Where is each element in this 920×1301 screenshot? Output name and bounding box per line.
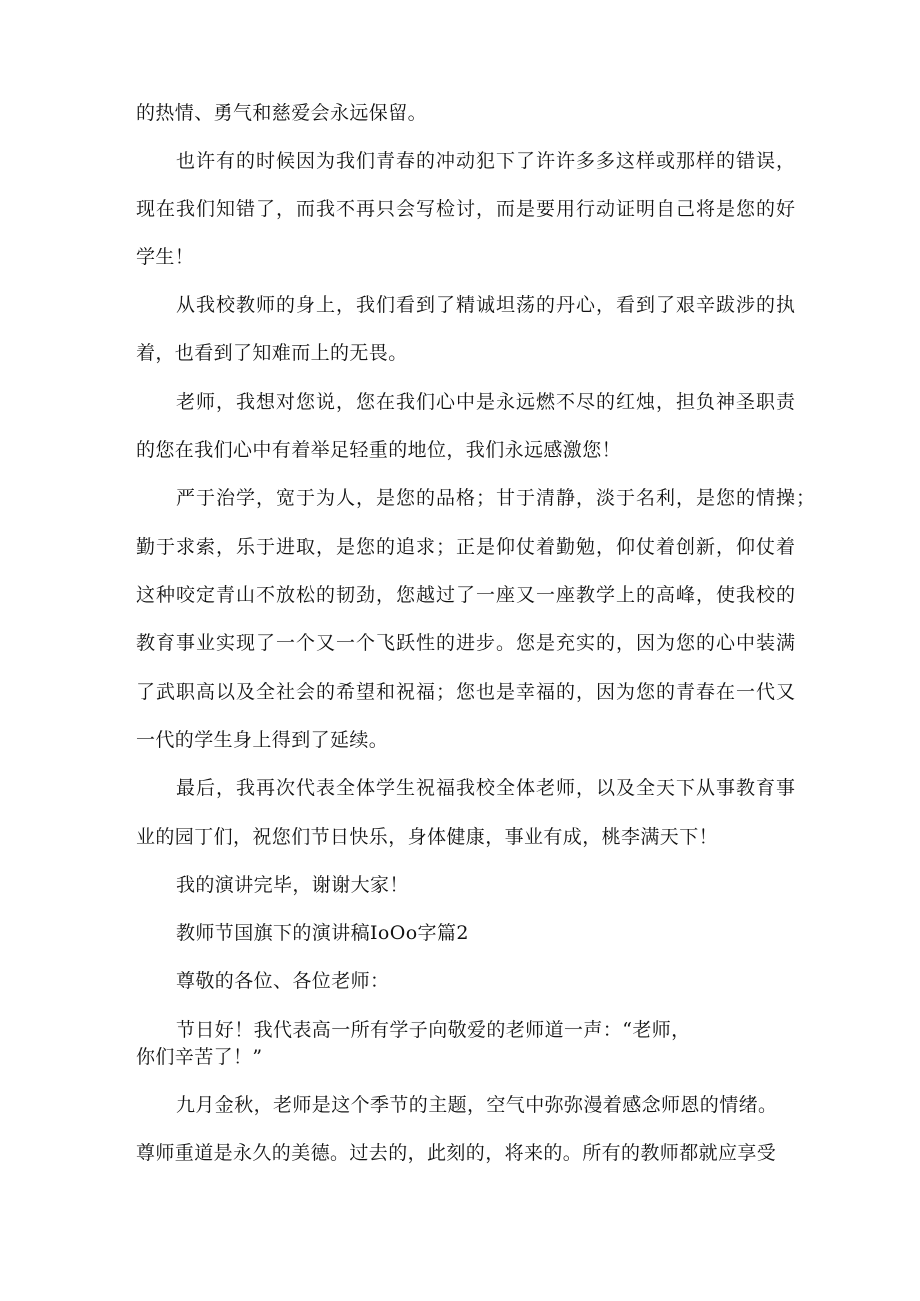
paragraph-line: 的您在我们心中有着举足轻重的地位，我们永远感激您！ (136, 439, 622, 461)
paragraph-line: 了武职高以及全社会的希望和祝福；您也是幸福的，因为您的青春在一代又 (136, 681, 797, 703)
section-heading: 教师节国旗下的演讲稿IoOo字篇2 (176, 922, 469, 944)
paragraph-line: 你们辛苦了！” (136, 1046, 263, 1068)
paragraph-line: 严于治学，宽于为人，是您的品格；甘于清静，淡于名利，是您的情操； (176, 487, 817, 509)
paragraph-line: 也许有的时候因为我们青春的冲动犯下了许许多多这样或那样的错误， (176, 150, 797, 172)
paragraph-line: 现在我们知错了，而我不再只会写检讨，而是要用行动证明自己将是您的好 (136, 198, 797, 220)
paragraph-line: 我的演讲完毕，谢谢大家！ (176, 874, 409, 896)
paragraph-line: 从我校教师的身上，我们看到了精诚坦荡的丹心，看到了艰辛跋涉的执 (176, 294, 797, 316)
paragraph-line: 这种咬定青山不放松的韧劲，您越过了一座又一座教学上的高峰，使我校的 (136, 584, 797, 606)
salutation: 尊敬的各位、各位老师： (176, 970, 390, 992)
paragraph-line: 最后，我再次代表全体学生祝福我校全体老师，以及全天下从事教育事 (176, 777, 797, 799)
paragraph-line: 学生！ (136, 246, 195, 268)
paragraph-line: 节日好！我代表高一所有学子向敬爱的老师道一声：“老师， (176, 1019, 691, 1041)
paragraph-line: 一代的学生身上得到了延续。 (136, 729, 389, 751)
paragraph-line: 业的园丁们，祝您们节日快乐，身体健康，事业有成，桃李满天下！ (136, 826, 719, 848)
paragraph-line: 教育事业实现了一个又一个飞跃性的进步。您是充实的，因为您的心中装满 (136, 632, 797, 654)
paragraph-line: 勤于求索，乐于进取，是您的追求；正是仰仗着勤勉，仰仗着创新，仰仗着 (136, 536, 797, 558)
paragraph-line: 着，也看到了知难而上的无畏。 (136, 342, 408, 364)
paragraph-line: 九月金秋，老师是这个季节的主题，空气中弥弥漫着感念师恩的情绪。 (176, 1094, 778, 1116)
paragraph-line: 尊师重道是永久的美德。过去的，此刻的，将来的。所有的教师都就应享受 (136, 1142, 777, 1164)
paragraph-line: 老师，我想对您说，您在我们心中是永远燃不尽的红烛，担负神圣职责 (176, 391, 797, 413)
paragraph-line: 的热情、勇气和慈爱会永远保留。 (136, 102, 428, 124)
